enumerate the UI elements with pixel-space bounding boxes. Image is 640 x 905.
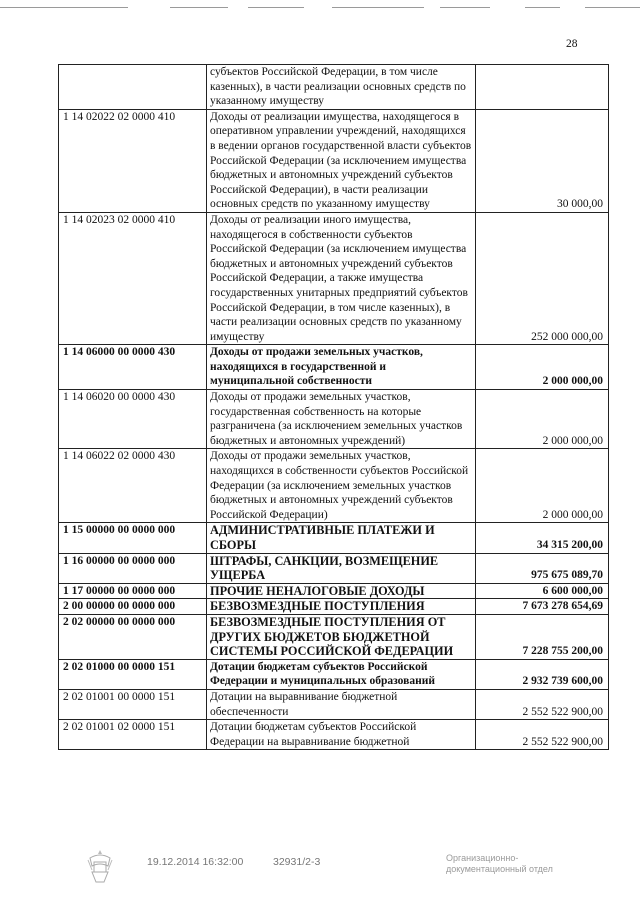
table-row [59,583,609,599]
code-cell: 2 02 01001 02 0000 151 [59,720,207,750]
amount-cell: 7 673 278 654,69 [476,599,609,615]
table-row [59,599,609,615]
code-cell: 1 14 02023 02 0000 410 [59,212,207,344]
revenue-table [58,64,609,750]
footer-org-line1: Организационно- [446,853,519,863]
coat-of-arms-icon [84,848,116,884]
code-cell: 1 14 02022 02 0000 410 [59,109,207,212]
amount-cell: 6 600 000,00 [476,583,609,599]
footer-org [446,853,553,875]
table-row [59,65,609,110]
amount-cell: 7 228 755 200,00 [476,614,609,659]
table-row [59,553,609,583]
page-number: 28 [566,38,578,50]
amount-cell: 2 000 000,00 [476,449,609,523]
amount-cell [476,65,609,110]
amount-cell: 252 000 000,00 [476,212,609,344]
code-cell: 2 00 00000 00 0000 000 [59,599,207,615]
table-row [59,689,609,719]
amount-cell: 2 932 739 600,00 [476,659,609,689]
table-row [59,659,609,689]
amount-cell: 2 000 000,00 [476,345,609,390]
name-cell: ШТРАФЫ, САНКЦИИ, ВОЗМЕЩЕНИЕ УЩЕРБА [207,553,476,583]
table-row [59,614,609,659]
code-cell: 2 02 01001 00 0000 151 [59,689,207,719]
scan-top-line [0,7,640,9]
name-cell: Доходы от продажи земельных участков, находящихся в собственности субъектов Российской Федерации (за исключением земельных участков бюджетных и автономных учреждений субъектов Российской Федерации) [207,449,476,523]
name-cell: Доходы от продажи земельных участков, государственная собственность на которые разграничена (за исключением земельных участков бюджетных и автономных учреждений) [207,390,476,449]
amount-cell: 2 552 522 900,00 [476,689,609,719]
code-cell: 2 02 01000 00 0000 151 [59,659,207,689]
name-cell: АДМИНИСТРАТИВНЫЕ ПЛАТЕЖИ И СБОРЫ [207,523,476,553]
name-cell: Дотации бюджетам субъектов Российской Федерации на выравнивание бюджетной [207,720,476,750]
footer-org-line2: документационный отдел [446,864,553,874]
table-row [59,109,609,212]
name-cell: Дотации бюджетам субъектов Российской Федерации и муниципальных образований [207,659,476,689]
name-cell: ПРОЧИЕ НЕНАЛОГОВЫЕ ДОХОДЫ [207,583,476,599]
table-row [59,523,609,553]
code-cell: 2 02 00000 00 0000 000 [59,614,207,659]
name-cell: Доходы от реализации имущества, находящегося в оперативном управлении учреждений, находящихся в ведении органов государственной власти субъектов Российской Федерации (за исключением имущества бюджетных и автономных учреждений субъектов Российской Федерации), в части реализации основных средств по указанному имуществу [207,109,476,212]
code-cell: 1 17 00000 00 0000 000 [59,583,207,599]
footer-datetime: 19.12.2014 16:32:00 [147,856,244,868]
amount-cell: 30 000,00 [476,109,609,212]
code-cell: 1 16 00000 00 0000 000 [59,553,207,583]
table-row [59,449,609,523]
table-row [59,212,609,344]
code-cell: 1 14 06022 02 0000 430 [59,449,207,523]
name-cell: БЕЗВОЗМЕЗДНЫЕ ПОСТУПЛЕНИЯ ОТ ДРУГИХ БЮДЖЕТОВ БЮДЖЕТНОЙ СИСТЕМЫ РОССИЙСКОЙ ФЕДЕРАЦИИ [207,614,476,659]
amount-cell: 2 552 522 900,00 [476,720,609,750]
footer [0,852,640,892]
code-cell: 1 14 06000 00 0000 430 [59,345,207,390]
table-row [59,720,609,750]
name-cell: БЕЗВОЗМЕЗДНЫЕ ПОСТУПЛЕНИЯ [207,599,476,615]
name-cell: субъектов Российской Федерации, в том числе казенных), в части реализации основных средств по указанному имуществу [207,65,476,110]
amount-cell: 34 315 200,00 [476,523,609,553]
name-cell: Доходы от реализации иного имущества, находящегося в собственности субъектов Российской Федерации (за исключением имущества бюджетных и автономных учреждений субъектов Российской Федерации, а также имущества государственных унитарных предприятий субъектов Российской Федерации, в том числе казенных), в части реализации основных средств по указанному имуществу [207,212,476,344]
code-cell [59,65,207,110]
code-cell: 1 14 06020 00 0000 430 [59,390,207,449]
table-row [59,390,609,449]
table-row [59,345,609,390]
amount-cell: 975 675 089,70 [476,553,609,583]
code-cell: 1 15 00000 00 0000 000 [59,523,207,553]
footer-doc-number: 32931/2-3 [273,856,321,868]
name-cell: Доходы от продажи земельных участков, находящихся в государственной и муниципальной собственности [207,345,476,390]
name-cell: Дотации на выравнивание бюджетной обеспеченности [207,689,476,719]
amount-cell: 2 000 000,00 [476,390,609,449]
